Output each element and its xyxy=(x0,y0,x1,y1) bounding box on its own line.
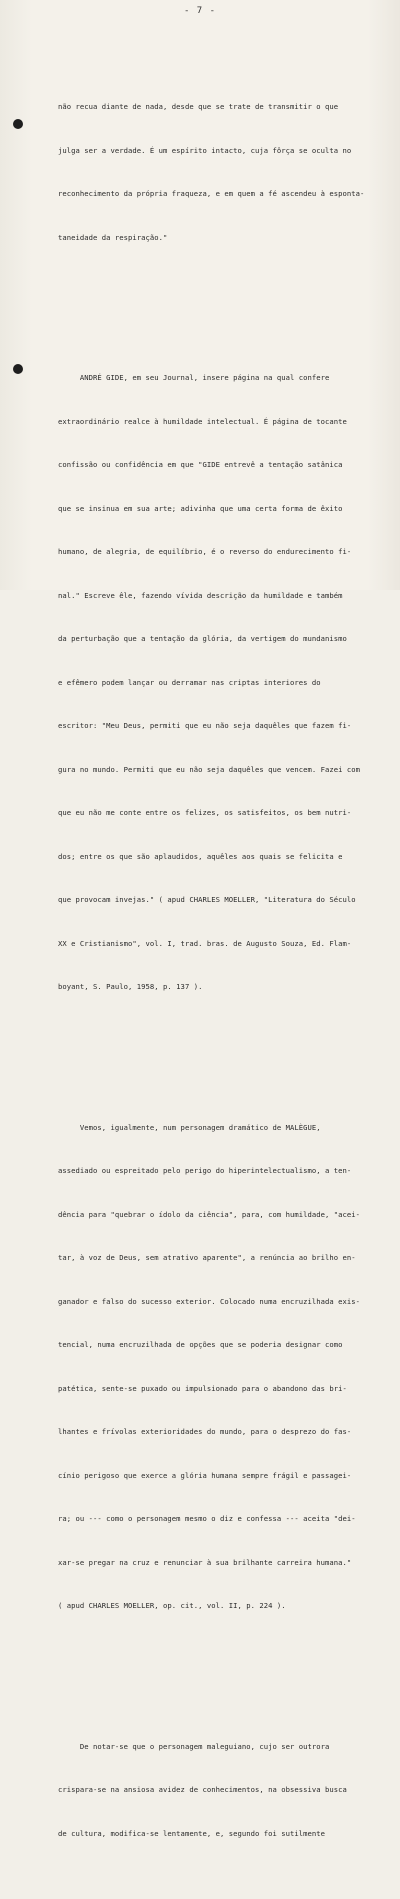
text-line: ra; ou --- como o personagem mesmo o diz e confessa --- aceita "dei- xyxy=(58,1514,356,1523)
paragraph-4 xyxy=(58,1711,384,1871)
text-line: ganador e falso do sucesso exterior. Colocado numa encruzilhada exis- xyxy=(58,1296,361,1306)
text-line: lhantes e frívolas exterioridades do mundo, para o desprezo do fas- xyxy=(58,1427,352,1436)
text-line: ( apud CHARLES MOELLER, op. cit., vol. II, p. 224 ). xyxy=(58,1601,286,1610)
text-line: boyant, S. Paulo, 1958, p. 137 ). xyxy=(58,982,203,991)
text-line: humano, de alegria, de equilíbrio, é o reverso do endurecimento fi- xyxy=(58,547,352,556)
text-line: Vemos, igualmente, num personagem dramático de MALÈGUE, xyxy=(58,1122,321,1132)
text-line: que se insinua em sua arte; adivinha que uma certa forma de êxito xyxy=(58,503,343,513)
text-line: e efêmero podem lançar ou derramar nas criptas interiores do xyxy=(58,677,321,687)
text-line: que eu não me conte entre os felizes, os satisfeitos, os bem nutri- xyxy=(58,808,352,817)
text-line: ANDRÉ GIDE, em seu Journal, insere página na qual confere xyxy=(58,373,330,382)
text-line: extraordinário realce à humildade intelectual. É página de tocante xyxy=(58,416,347,426)
text-line: reconhecimento da própria fraqueza, e em quem a fé ascendeu à esponta- xyxy=(58,189,365,198)
text-line: dência para "quebrar o ídolo da ciência", para, com humildade, "acei- xyxy=(58,1209,361,1219)
paragraph-2 xyxy=(58,342,384,1024)
text-line: de cultura, modifica-se lentamente, e, segundo foi sutilmente xyxy=(58,1828,326,1838)
text-line: gura no mundo. Permiti que eu não seja daquêles que vencem. Fazei com xyxy=(58,764,361,774)
page-number: - 7 - xyxy=(183,6,217,16)
text-line: De notar-se que o personagem maleguiano, cujo ser outrora xyxy=(58,1741,330,1751)
text-line: julga ser a verdade. É um espírito intacto, cuja fôrça se oculta no xyxy=(58,145,352,155)
text-line: cínio perigoso que exerce a glória humana sempre frágil e passagei- xyxy=(58,1470,352,1480)
paragraph-1 xyxy=(58,71,384,274)
text-line: da perturbação que a tentação da glória, da vertigem do mundanismo xyxy=(58,634,347,643)
text-line: patética, sente-se puxado ou impulsionado para o abandono das bri- xyxy=(58,1383,347,1393)
text-line: crispara-se na ansiosa avidez de conhecimentos, na obsessiva busca xyxy=(58,1785,347,1794)
binder-hole-icon xyxy=(13,119,23,129)
text-line: xar-se pregar na cruz e renunciar à sua brilhante carreira humana." xyxy=(58,1557,352,1567)
text-line: nal." Escreve êle, fazendo vívida descrição da humildade e também xyxy=(58,590,343,600)
text-line: não recua diante de nada, desde que se trate de transmitir o que xyxy=(58,102,339,111)
text-line: taneidade da respiração." xyxy=(58,232,168,242)
paragraph-3 xyxy=(58,1092,384,1643)
text-line: assediado ou espreitado pelo perigo do hiperintelectualismo, a ten- xyxy=(58,1166,352,1175)
text-line: escritor: "Meu Deus, permiti que eu não seja daquêles que fazem fi- xyxy=(58,721,352,730)
text-line: que provocam invejas." ( apud CHARLES MOELLER, "Literatura do Século xyxy=(58,895,356,904)
text-line: tencial, numa encruzilhada de opções que se poderia designar como xyxy=(58,1340,343,1349)
text-line: XX e Cristianismo", vol. I, trad. bras. de Augusto Souza, Ed. Flam- xyxy=(58,938,352,948)
text-line: dos; entre os que são aplaudidos, aquêles aos quais se felicita e xyxy=(58,851,343,861)
body-text xyxy=(58,42,384,1899)
text-line: confissão ou confidência em que "GIDE entrevê a tentação satânica xyxy=(58,460,343,469)
text-line: tar, à voz de Deus, sem atrativo aparente", a renúncia ao brilho en- xyxy=(58,1253,356,1262)
binder-hole-icon xyxy=(13,364,23,374)
